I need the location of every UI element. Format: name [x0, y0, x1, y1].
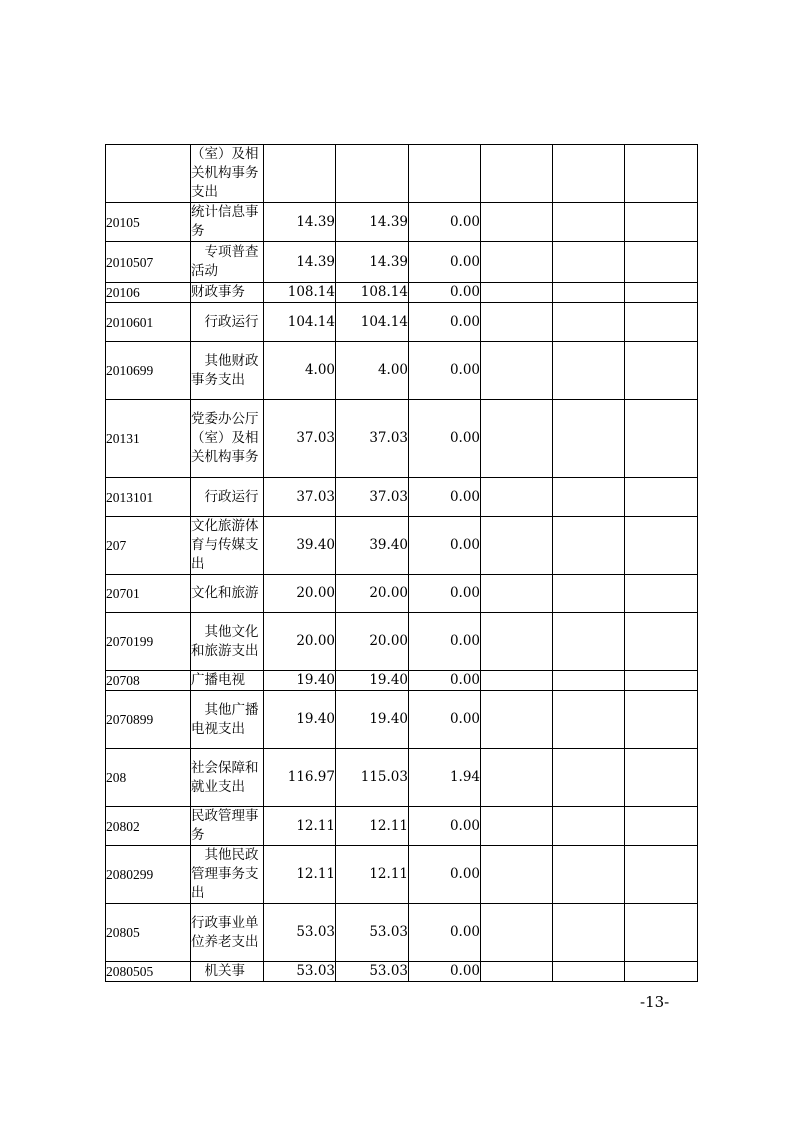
table-row [106, 283, 698, 303]
basic-expenditure-cell: 20.00 [336, 613, 409, 671]
empty-cell [481, 478, 553, 517]
basic-expenditure-cell: 53.03 [336, 962, 409, 982]
basic-expenditure-cell: 104.14 [336, 303, 409, 342]
table-row [106, 613, 698, 671]
subject-code-cell: 20802 [106, 807, 191, 846]
total-amount-cell: 12.11 [264, 846, 336, 904]
basic-expenditure-cell: 53.03 [336, 904, 409, 962]
basic-expenditure-cell: 37.03 [336, 400, 409, 478]
empty-cell [625, 478, 698, 517]
total-amount-cell: 108.14 [264, 283, 336, 303]
subject-code-cell: 207 [106, 517, 191, 575]
empty-cell [625, 846, 698, 904]
subject-code-cell: 208 [106, 749, 191, 807]
project-expenditure-cell: 0.00 [409, 478, 481, 517]
table-row [106, 749, 698, 807]
subject-code-cell: 2080299 [106, 846, 191, 904]
total-amount-cell: 20.00 [264, 575, 336, 613]
empty-cell [625, 517, 698, 575]
project-expenditure-cell: 0.00 [409, 283, 481, 303]
empty-cell [625, 283, 698, 303]
total-amount-cell: 39.40 [264, 517, 336, 575]
empty-cell [625, 145, 698, 203]
empty-cell [553, 691, 625, 749]
empty-cell [481, 242, 553, 283]
basic-expenditure-cell: 39.40 [336, 517, 409, 575]
total-amount-cell: 19.40 [264, 691, 336, 749]
subject-code-cell: 2010507 [106, 242, 191, 283]
empty-cell [481, 904, 553, 962]
subject-name-cell: 统计信息事务 [191, 203, 264, 242]
basic-expenditure-cell: 19.40 [336, 671, 409, 691]
project-expenditure-cell: 0.00 [409, 400, 481, 478]
basic-expenditure-cell: 115.03 [336, 749, 409, 807]
empty-cell [553, 478, 625, 517]
basic-expenditure-cell: 12.11 [336, 846, 409, 904]
subject-name-cell: 其他民政管理事务支出 [191, 846, 264, 904]
table-row [106, 962, 698, 982]
empty-cell [553, 962, 625, 982]
project-expenditure-cell: 0.00 [409, 904, 481, 962]
table-row [106, 203, 698, 242]
table-row [106, 671, 698, 691]
subject-name-cell: 专项普查活动 [191, 242, 264, 283]
project-expenditure-cell: 0.00 [409, 242, 481, 283]
subject-name-cell: 民政管理事务 [191, 807, 264, 846]
table-row [106, 478, 698, 517]
project-expenditure-cell: 0.00 [409, 671, 481, 691]
subject-name-cell: 文化旅游体育与传媒支出 [191, 517, 264, 575]
subject-code-cell [106, 145, 191, 203]
empty-cell [625, 575, 698, 613]
total-amount-cell: 19.40 [264, 671, 336, 691]
table-row [106, 807, 698, 846]
table-row [106, 303, 698, 342]
project-expenditure-cell: 0.00 [409, 691, 481, 749]
empty-cell [553, 303, 625, 342]
empty-cell [553, 145, 625, 203]
project-expenditure-cell: 0.00 [409, 846, 481, 904]
subject-code-cell: 2010699 [106, 342, 191, 400]
empty-cell [625, 242, 698, 283]
subject-code-cell: 20805 [106, 904, 191, 962]
empty-cell [553, 400, 625, 478]
empty-cell [481, 400, 553, 478]
subject-name-cell: 党委办公厅（室）及相关机构事务 [191, 400, 264, 478]
subject-name-cell: 其他财政事务支出 [191, 342, 264, 400]
empty-cell [481, 517, 553, 575]
basic-expenditure-cell: 4.00 [336, 342, 409, 400]
basic-expenditure-cell: 12.11 [336, 807, 409, 846]
empty-cell [553, 517, 625, 575]
empty-cell [625, 342, 698, 400]
project-expenditure-cell: 0.00 [409, 303, 481, 342]
subject-name-cell: 机关事 [191, 962, 264, 982]
subject-code-cell: 2013101 [106, 478, 191, 517]
empty-cell [481, 846, 553, 904]
basic-expenditure-cell: 19.40 [336, 691, 409, 749]
project-expenditure-cell: 1.94 [409, 749, 481, 807]
subject-code-cell: 2070199 [106, 613, 191, 671]
project-expenditure-cell: 0.00 [409, 807, 481, 846]
empty-cell [625, 807, 698, 846]
project-expenditure-cell: 0.00 [409, 203, 481, 242]
total-amount-cell: 14.39 [264, 203, 336, 242]
total-amount-cell: 20.00 [264, 613, 336, 671]
empty-cell [553, 242, 625, 283]
empty-cell [553, 671, 625, 691]
subject-code-cell: 2010601 [106, 303, 191, 342]
empty-cell [481, 749, 553, 807]
subject-code-cell: 20708 [106, 671, 191, 691]
subject-name-cell: 财政事务 [191, 283, 264, 303]
empty-cell [625, 613, 698, 671]
empty-cell [553, 749, 625, 807]
empty-cell [481, 807, 553, 846]
subject-code-cell: 2070899 [106, 691, 191, 749]
subject-name-cell: 行政事业单位养老支出 [191, 904, 264, 962]
project-expenditure-cell: 0.00 [409, 575, 481, 613]
project-expenditure-cell [409, 145, 481, 203]
total-amount-cell: 104.14 [264, 303, 336, 342]
table-row [106, 242, 698, 283]
subject-code-cell: 20131 [106, 400, 191, 478]
empty-cell [553, 283, 625, 303]
project-expenditure-cell: 0.00 [409, 342, 481, 400]
empty-cell [481, 962, 553, 982]
empty-cell [553, 613, 625, 671]
empty-cell [625, 400, 698, 478]
basic-expenditure-cell: 108.14 [336, 283, 409, 303]
subject-name-cell: 社会保障和就业支出 [191, 749, 264, 807]
empty-cell [553, 575, 625, 613]
empty-cell [625, 203, 698, 242]
subject-code-cell: 20105 [106, 203, 191, 242]
subject-name-cell: 广播电视 [191, 671, 264, 691]
page-number: -13- [640, 993, 670, 1011]
table-row [106, 846, 698, 904]
table-row [106, 342, 698, 400]
empty-cell [481, 613, 553, 671]
empty-cell [481, 671, 553, 691]
subject-code-cell: 2080505 [106, 962, 191, 982]
empty-cell [625, 691, 698, 749]
subject-name-cell: 其他广播电视支出 [191, 691, 264, 749]
empty-cell [553, 904, 625, 962]
subject-name-cell: 其他文化和旅游支出 [191, 613, 264, 671]
project-expenditure-cell: 0.00 [409, 613, 481, 671]
total-amount-cell: 37.03 [264, 478, 336, 517]
empty-cell [481, 283, 553, 303]
table-row [106, 691, 698, 749]
empty-cell [625, 962, 698, 982]
subject-code-cell: 20106 [106, 283, 191, 303]
project-expenditure-cell: 0.00 [409, 962, 481, 982]
basic-expenditure-cell [336, 145, 409, 203]
budget-expenditure-table [105, 144, 698, 982]
total-amount-cell: 14.39 [264, 242, 336, 283]
empty-cell [553, 203, 625, 242]
empty-cell [481, 691, 553, 749]
empty-cell [625, 904, 698, 962]
empty-cell [625, 303, 698, 342]
total-amount-cell [264, 145, 336, 203]
empty-cell [481, 575, 553, 613]
empty-cell [625, 749, 698, 807]
basic-expenditure-cell: 37.03 [336, 478, 409, 517]
total-amount-cell: 53.03 [264, 904, 336, 962]
total-amount-cell: 116.97 [264, 749, 336, 807]
subject-name-cell: 行政运行 [191, 303, 264, 342]
table-row [106, 400, 698, 478]
subject-name-cell: 行政运行 [191, 478, 264, 517]
table-row [106, 517, 698, 575]
project-expenditure-cell: 0.00 [409, 517, 481, 575]
basic-expenditure-cell: 14.39 [336, 242, 409, 283]
empty-cell [553, 342, 625, 400]
empty-cell [625, 671, 698, 691]
table-row [106, 904, 698, 962]
basic-expenditure-cell: 14.39 [336, 203, 409, 242]
total-amount-cell: 37.03 [264, 400, 336, 478]
empty-cell [553, 807, 625, 846]
subject-code-cell: 20701 [106, 575, 191, 613]
subject-name-cell: （室）及相关机构事务支出 [191, 145, 264, 203]
empty-cell [481, 342, 553, 400]
total-amount-cell: 53.03 [264, 962, 336, 982]
total-amount-cell: 4.00 [264, 342, 336, 400]
empty-cell [481, 145, 553, 203]
empty-cell [481, 303, 553, 342]
total-amount-cell: 12.11 [264, 807, 336, 846]
table-row [106, 145, 698, 203]
empty-cell [553, 846, 625, 904]
subject-name-cell: 文化和旅游 [191, 575, 264, 613]
empty-cell [481, 203, 553, 242]
basic-expenditure-cell: 20.00 [336, 575, 409, 613]
table-row [106, 575, 698, 613]
